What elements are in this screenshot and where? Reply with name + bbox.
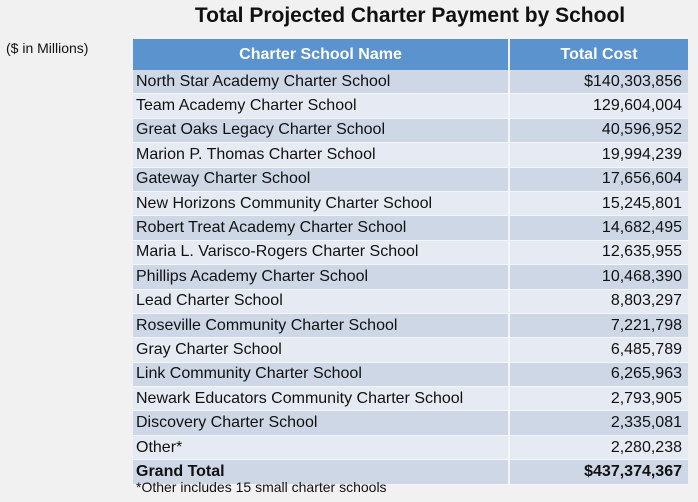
total-cost-cell: 17,656,604	[509, 167, 688, 191]
school-name-cell: Lead Charter School	[133, 289, 509, 313]
school-name-cell: Link Community Charter School	[133, 362, 509, 386]
total-cost-cell: $140,303,856	[509, 70, 688, 94]
school-name-cell: Great Oaks Legacy Charter School	[133, 118, 509, 142]
total-cost-cell: 129,604,004	[509, 94, 688, 118]
school-name-cell: Newark Educators Community Charter School	[133, 387, 509, 411]
school-name-cell: Robert Treat Academy Charter School	[133, 216, 509, 240]
table-row	[133, 362, 688, 386]
page-title: Total Projected Charter Payment by School	[194, 4, 626, 27]
table-row	[133, 265, 688, 289]
total-cost-cell: 2,335,081	[509, 411, 688, 435]
grand-total-value: $437,374,367	[509, 460, 688, 484]
total-cost-cell: 6,265,963	[509, 362, 688, 386]
total-cost-cell: 10,468,390	[509, 265, 688, 289]
table-row	[133, 118, 688, 142]
total-cost-cell: 2,793,905	[509, 387, 688, 411]
table-row	[133, 289, 688, 313]
table-row	[133, 167, 688, 191]
table-row	[133, 435, 688, 459]
table-row	[133, 313, 688, 337]
footnote: *Other includes 15 small charter schools	[136, 479, 387, 495]
table-row	[133, 387, 688, 411]
header-total-cost: Total Cost	[509, 39, 688, 70]
school-name-cell: Discovery Charter School	[133, 411, 509, 435]
school-name-cell: North Star Academy Charter School	[133, 70, 509, 94]
total-cost-cell: 15,245,801	[509, 191, 688, 215]
table-row	[133, 240, 688, 264]
charter-cost-table	[133, 39, 688, 485]
school-name-cell: Phillips Academy Charter School	[133, 265, 509, 289]
table-row	[133, 143, 688, 167]
units-note: ($ in Millions)	[6, 40, 89, 56]
school-name-cell: Roseville Community Charter School	[133, 313, 509, 337]
table-row	[133, 94, 688, 118]
school-name-cell: Other*	[133, 435, 509, 459]
total-cost-cell: 40,596,952	[509, 118, 688, 142]
school-name-cell: New Horizons Community Charter School	[133, 191, 509, 215]
table-row	[133, 411, 688, 435]
school-name-cell: Team Academy Charter School	[133, 94, 509, 118]
table-row	[133, 338, 688, 362]
table-header-row	[133, 39, 688, 70]
total-cost-cell: 12,635,955	[509, 240, 688, 264]
school-name-cell: Gray Charter School	[133, 338, 509, 362]
school-name-cell: Gateway Charter School	[133, 167, 509, 191]
total-cost-cell: 6,485,789	[509, 338, 688, 362]
school-name-cell: Maria L. Varisco-Rogers Charter School	[133, 240, 509, 264]
table-row	[133, 70, 688, 94]
table-row	[133, 216, 688, 240]
total-cost-cell: 2,280,238	[509, 435, 688, 459]
total-cost-cell: 8,803,297	[509, 289, 688, 313]
total-cost-cell: 19,994,239	[509, 143, 688, 167]
total-cost-cell: 7,221,798	[509, 313, 688, 337]
school-name-cell: Marion P. Thomas Charter School	[133, 143, 509, 167]
table-row	[133, 191, 688, 215]
header-school-name: Charter School Name	[133, 39, 509, 70]
total-cost-cell: 14,682,495	[509, 216, 688, 240]
grand-total-label: Grand Total	[133, 460, 509, 484]
